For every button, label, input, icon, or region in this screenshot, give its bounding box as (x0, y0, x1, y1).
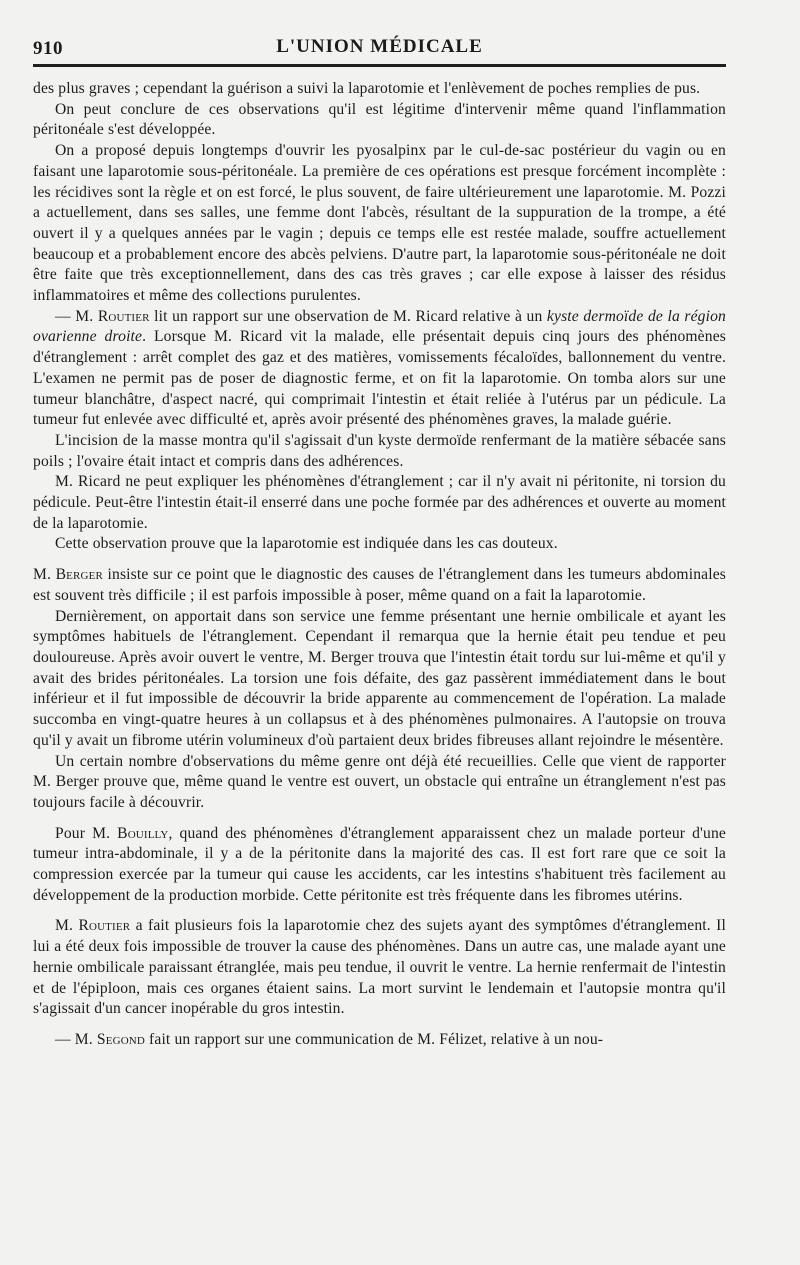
paragraph: M. Ricard ne peut expliquer les phénomènes d'étranglement ; car il n'y avait ni péritonite, ni torsion du pédicule. Peut-être l'intestin était-il enserré dans une poche formée par des adhérences et ouverte au moment de la laparotomie. (33, 473, 726, 532)
page-number: 910 (33, 38, 63, 59)
paragraph: — M. Routier lit un rapport sur une observation de M. Ricard relative à un kyste dermoïde de la région ovarienne droite. Lorsque M. Ricard vit la malade, elle présentait depuis cinq jours des phénomènes d'étranglement : arrêt complet des gaz et des matières, vomissements fécaloïdes, ballonnement du ventre. L'examen ne permit pas de poser de diagnostic ferme, et on fit la laparotomie. On tomba alors sur une tumeur blanchâtre, d'aspect nacré, qui comprimait l'intestin et était reliée à l'utérus par un pédicule. La tumeur fut enlevée avec difficulté et, après avoir présenté des phénomènes graves, la malade guérie. (33, 307, 727, 429)
paragraph: M. Berger insiste sur ce point que le diagnostic des causes de l'étranglement dans les tumeurs abdominales est souvent très difficile ; il est parfois impossible à poser, même quand on a fait la laparotomie. (33, 566, 726, 604)
running-title: L'UNION MÉDICALE (276, 36, 483, 57)
paragraph: On peut conclure de ces observations qu'il est légitime d'intervenir même quand l'inflammation péritonéale s'est développée. (33, 100, 726, 139)
paragraph: Pour M. Bouilly, quand des phénomènes d'étranglement apparaissent chez un malade porteur d'une tumeur intra-abdominale, il y a de la péritonite dans la majorité des cas. Il est fort rare que ce soit la compression exercée par la tumeur qui cause les accidents, car les intestins s'habituent très facilement au développement de la production morbide. Cette péritonite est très fréquente dans les fibromes utérins. (33, 824, 726, 904)
speaker-name: Routier (78, 917, 131, 935)
speaker-name: Berger (55, 566, 103, 584)
paragraph: Un certain nombre d'observations du même genre ont déjà été recueillies. Celle que vient de rapporter M. Berger prouve que, même quand le ventre est ouvert, un obstacle qui entraîne un étranglement n'est pas toujours facile à découvrir. (33, 752, 726, 811)
paragraph: Cette observation prouve que la laparotomie est indiquée dans les cas douteux. (55, 535, 558, 553)
speaker-name: Bouilly (117, 824, 169, 842)
paragraph: des plus graves ; cependant la guérison a suivi la laparotomie et l'enlèvement de poches remplies de pus. (33, 80, 701, 97)
paragraph: — M. Segond fait un rapport sur une communication de M. Félizet, relative à un nou- (55, 1030, 604, 1048)
paragraph: L'incision de la masse montra qu'il s'agissait d'un kyste dermoïde renfermant de la matière sébacée sans poils ; l'ovaire était intact et compris dans des adhérences. (33, 431, 726, 470)
paragraph: On a proposé depuis longtemps d'ouvrir les pyosalpinx par le cul-de-sac postérieur du vagin ou en faisant une laparotomie sous-péritonéale. La première de ces opérations est presque forcément incomplète : les récidives sont la règle et on est forcé, le plus souvent, de faire ultérieurement une laparotomie. M. Pozzi a actuellement, dans ses salles, une femme dont l'abcès, résultant de la suppuration de la trompe, a été ouvert il y a quelques années par le vagin ; depuis ce temps elle est restée malade, souffre actuellement beaucoup et a probablement encore des abcès pelviens. D'autre part, la laparotomie sous-péritonéale ne doit être faite que très exceptionnellement, dans des cas très graves ; car elle expose à laisser des résidus inflammatoires et même des collections purulentes. (33, 142, 726, 305)
speaker-name: Routier (97, 307, 150, 325)
italic-title: kyste dermoïde de la région ovarienne droite (33, 307, 727, 346)
paragraph: Dernièrement, on apportait dans son service une femme présentant une hernie ombilicale et ayant les symptômes habituels de l'étranglement. Cependant il remarqua que la hernie était peu tendue et peu douloureuse. Après avoir ouvert le ventre, M. Berger trouva que l'intestin était tordu sur lui-même et qu'il y avait des brides péritonéales. La torsion une fois défaite, des gaz passèrent immédiatement dans le bout inférieur et il fut impossible de découvrir la bride apparente au commencement de l'opération. La malade succomba en vingt-quatre heures à un collapsus et à des phénomènes pulmonaires. A l'autopsie on trouva qu'il y avait un fibrome utérin volumineux d'où partaient deux brides fibreuses allant rejoindre le mésentère. (33, 607, 726, 749)
article-body (33, 79, 726, 1051)
paragraph: M. Routier a fait plusieurs fois la laparotomie chez des sujets ayant des symptômes d'étranglement. Il lui a été deux fois impossible de trouver la cause des phénomènes. Dans un autre cas, une malade ayant une hernie ombilicale paraissant étranglée, mais peu tendue, il ouvrit le ventre. La hernie renfermait de l'intestin et de l'épiploon, mais ces organes étaient sains. La mort survint le lendemain et l'autopsie montra qu'il s'agissait d'un cancer inopérable du gros intestin. (33, 917, 726, 1018)
speaker-name: Segond (96, 1030, 145, 1048)
page-header (33, 30, 726, 67)
